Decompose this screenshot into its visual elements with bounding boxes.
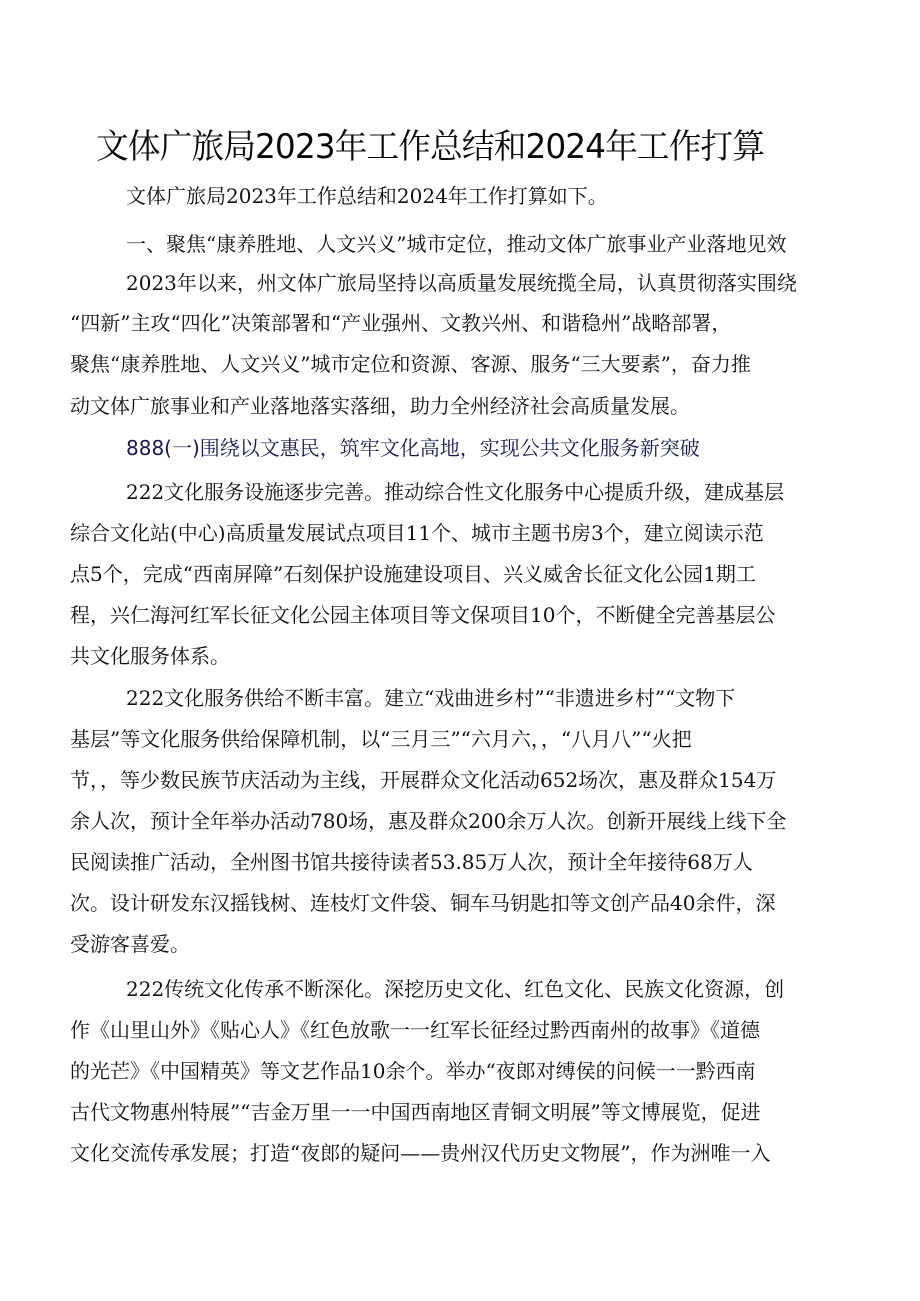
- body-line: 次。设计研发东汉摇钱树、连枝灯文件袋、铜车马钥匙扣等文创产品40余件，深: [70, 891, 776, 915]
- body-line: 民阅读推广活动，全州图书馆共接待读者53.85万人次，预计全年接待68万人: [70, 850, 753, 874]
- body-line: 基层”等文化服务供给保障机制，以“三月三”“六月六，，“八月八”“火把: [70, 727, 692, 751]
- section-heading-1: 一、聚焦“康养胜地、人文兴义”城市定位，推动文体广旅事业产业落地见效: [126, 232, 787, 256]
- body-line: 222文化服务设施逐步完善。推动综合性文化服务中心提质升级，建成基层: [126, 480, 785, 504]
- body-line: 共文化服务体系。: [70, 644, 230, 668]
- body-line: 222传统文化传承不断深化。深挖历史文化、红色文化、民族文化资源，创: [126, 977, 785, 1001]
- body-line: 余人次，预计全年举办活动780场，惠及群众200余万人次。创新开展线上线下全: [70, 809, 787, 833]
- body-line: 节，，等少数民族节庆活动为主线，开展群众文化活动652场次，惠及群众154万: [70, 768, 777, 792]
- body-line: 受游客喜爱。: [70, 932, 190, 956]
- body-line: “四新”主攻“四化”决策部署和“产业强州、文教兴州、和谐稳州”战略部署，: [70, 311, 732, 335]
- document-title: 文体广旅局2023年工作总结和2024年工作打算: [96, 127, 765, 167]
- body-line: 综合文化站(中心)高质量发展试点项目11个、城市主题书房3个，建立阅读示范: [70, 521, 764, 545]
- body-line: 点5个，完成“西南屏障”石刻保护设施建设项目、兴义威舍长征文化公园1期工: [70, 562, 756, 586]
- body-line: 作《山里山外》《贴心人》《红色放歌一一红军长征经过黔西南州的故事》《道德: [70, 1018, 760, 1042]
- body-line: 的光芒》《中国精英》等文艺作品10余个。举办“夜郎对缚侯的问候一一黔西南: [70, 1059, 756, 1083]
- body-line: 古代文物惠州特展”“吉金万里一一中国西南地区青铜文明展”等文博展览，促进: [70, 1100, 761, 1124]
- body-line: 程，兴仁海河红军长征文化公园主体项目等文保项目10个，不断健全完善基层公: [70, 603, 776, 627]
- body-line: 动文体广旅事业和产业落地落实落细，助力全州经济社会高质量发展。: [70, 394, 690, 418]
- body-line: 聚焦“康养胜地、人文兴义”城市定位和资源、客源、服务“三大要素”，奋力推: [70, 352, 751, 376]
- body-line: 文化交流传承发展；打造“夜郎的疑问——贵州汉代历史文物展”，作为洲唯一入: [70, 1141, 771, 1165]
- subsection-heading: 888(一)围绕以文惠民，筑牢文化高地，实现公共文化服务新突破: [126, 436, 700, 460]
- body-line: 222文化服务供给不断丰富。建立“戏曲进乡村”“非遗进乡村”“文物下: [126, 686, 736, 710]
- intro-line: 文体广旅局2023年工作总结和2024年工作打算如下。: [126, 184, 608, 208]
- body-line: 2023年以来，州文体广旅局坚持以高质量发展统揽全局，认真贯彻落实围绕: [126, 271, 797, 295]
